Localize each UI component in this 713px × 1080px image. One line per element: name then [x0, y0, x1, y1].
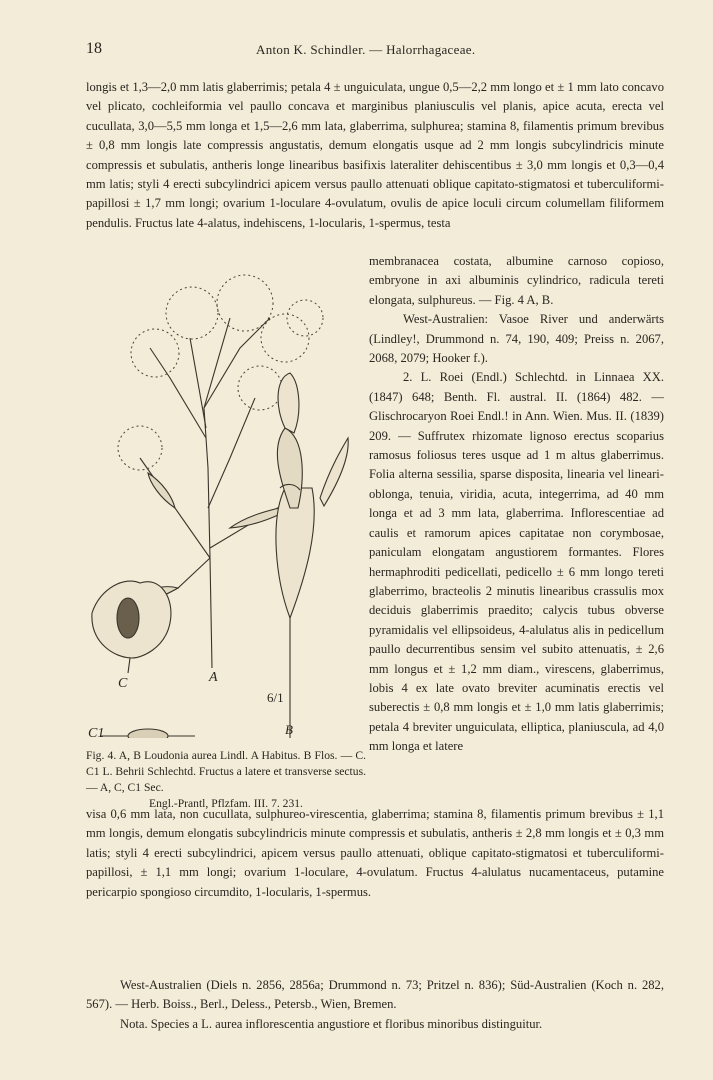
figure-label-c: C — [118, 676, 128, 691]
botanical-illustration — [80, 258, 365, 738]
distribution-west-australia: West-Australien: Vasoe River und anderwärts (Lindley!, Drummond n. 74, 190, 409; Preiss n. 2067, 2068, 2079; Hooker f.). — [369, 312, 664, 366]
caption-main: Fig. 4. A, B Loudonia aurea Lindl. A Habitus. B Flos. — C. C1 L. Behrii Schlechtd. Fructus a latere et transverse sectus. — A, C, C1 Sec. — [86, 749, 366, 794]
description-continuation: membranacea costata, albumine carnoso copioso, embryone in axi albuminis cylindrico, radicula tereti elongata, sulphureus. — Fig. 4 A, B. — [369, 254, 664, 307]
right-column — [369, 252, 664, 757]
bottom-paragraph-block — [86, 805, 664, 902]
top-paragraph-block — [86, 78, 664, 233]
figure-label-scale: 6/1 — [267, 690, 284, 705]
distribution-second: West-Australien (Diels n. 2856, 2856a; Drummond n. 73; Pritzel n. 836); Süd-Australien (Koch n. 282, 567). — Herb. Boiss., Berl., Deless., Petersb., Wien, Bremen. — [86, 978, 664, 1012]
running-head: Anton K. Schindler. — Halorrhagaceae. — [256, 42, 476, 57]
top-paragraph: longis et 1,3—2,0 mm latis glaberrimis; petala 4 ± unguiculata, ungue 0,5—2,2 mm longo et ± 1 mm lato concavo vel plicato, cochleiformia vel paullo concava et marginibus planiusculis vel planis, apice acuta, erecta vel cucullata, 3,0—5,5 mm longa et 1,5—2,6 mm lata, glaberrima, sulphurea; stamina 8, filamentis primum brevibus ± 0,8 mm longis late compressis angustatis, demum elongatis usque ad 2 mm longis subcylindricis minute compressis et subulatis, antheris longe linearibus basifixis lateraliter dehiscentibus ± 3,0 mm longis et 0,3—0,4 mm latis; styli 4 erecti subcylindrici apicem versus paullo attenuati oblique capitato-stigmatosi et tuberculiformi-papillosi ± 1,7 mm longi; ovarium 1-loculare 4-ovulatum, ovulis de apice loculi circum columellam filiformem pendulis. Fructus late 4-alatus, indehiscens, 1-locularis, 1-spermus, testa — [86, 80, 664, 230]
notes-block — [86, 976, 664, 1034]
caption-source: Engl.-Prantl, Pflzfam. III. 7. 231. — [149, 797, 303, 810]
flower-b-drawing — [276, 373, 348, 738]
figure-label-c1: C1 — [88, 726, 105, 741]
species-2-description: 2. L. Roei (Endl.) Schlechtd. in Linnaea XX. (1847) 648; Benth. Fl. austral. II. (1864) 482. — Glischrocaryon Roei Endl.! in Ann. Wien. Mus. II. (1839) 209. — Suffrutex rhizomate lignoso erectus scoparius ramosus foliosus teres usque ad 1 m altus glaberrimus. Folia alterna sessilia, sparse disposita, linearia vel lineari-oblonga, tenuia, viridia, acuta, integerrima, ad 40 mm longa et ad 3 mm lata, glaberrima. Inflorescentiae ad caulis et ramorum apices capitatae non corymbosae, paniculam elongatam angustiorem formantes. Flores hermaphroditi pedicellati, pedicello ± 6 mm longo tereti glaberrimo, bracteolis 2 minutis linearibus crassulis mox deciduis glaberrimis praedito; calycis tubus obverse pyramidalis vel ellipsoideus, 4-alulatus alis in pedicellum paullo decurrentibus sensim vel subito attenuatis, ± 2,6 mm longus et ± 1,2 mm diam., virescens, glaberrimus, lobis 4 ex late ovato breviter acuminatis erectis vel suberectis ± 0,8 mm longis et ± 1,0 mm latis glaberrimis; petala 4 breviter unguiculata, elliptica, planiuscula, ad 4,0 mm longa et latere — [369, 370, 664, 754]
page-number: 18 — [86, 40, 102, 57]
nota: Nota. Species a L. aurea inflorescentia angustiore et floribus minoribus distinguitur. — [120, 1016, 543, 1031]
fruit-c-drawing — [92, 581, 171, 673]
page-header — [86, 40, 666, 62]
figure-caption — [86, 748, 366, 812]
cross-section-c1-drawing — [100, 729, 195, 738]
bottom-paragraph: visa 0,6 mm lata, non cucullata, sulphureo-virescentia, glaberrima; stamina 8, filamentis primum brevibus ± 1,1 mm longis, demum elongatis subcylindricis minute compressis et subulatis, antheris ± 2,8 mm longis et ± 0,3 mm latis; styli 4 erecti subcylindrici, apicem versus paullo attenuati, oblique capitato-stigmatosi et tuberculiformi-papillosi, ± 1,1 mm longi; ovarium 1-loculare, 4-ovulatum. Fructus 4-alulatus nucamentaceus, putamine pericarpio spongioso circumdito, 1-locularis, 1-spermus. — [86, 807, 664, 899]
figure-label-a: A — [209, 670, 218, 685]
figure-label-b: B — [285, 722, 293, 737]
